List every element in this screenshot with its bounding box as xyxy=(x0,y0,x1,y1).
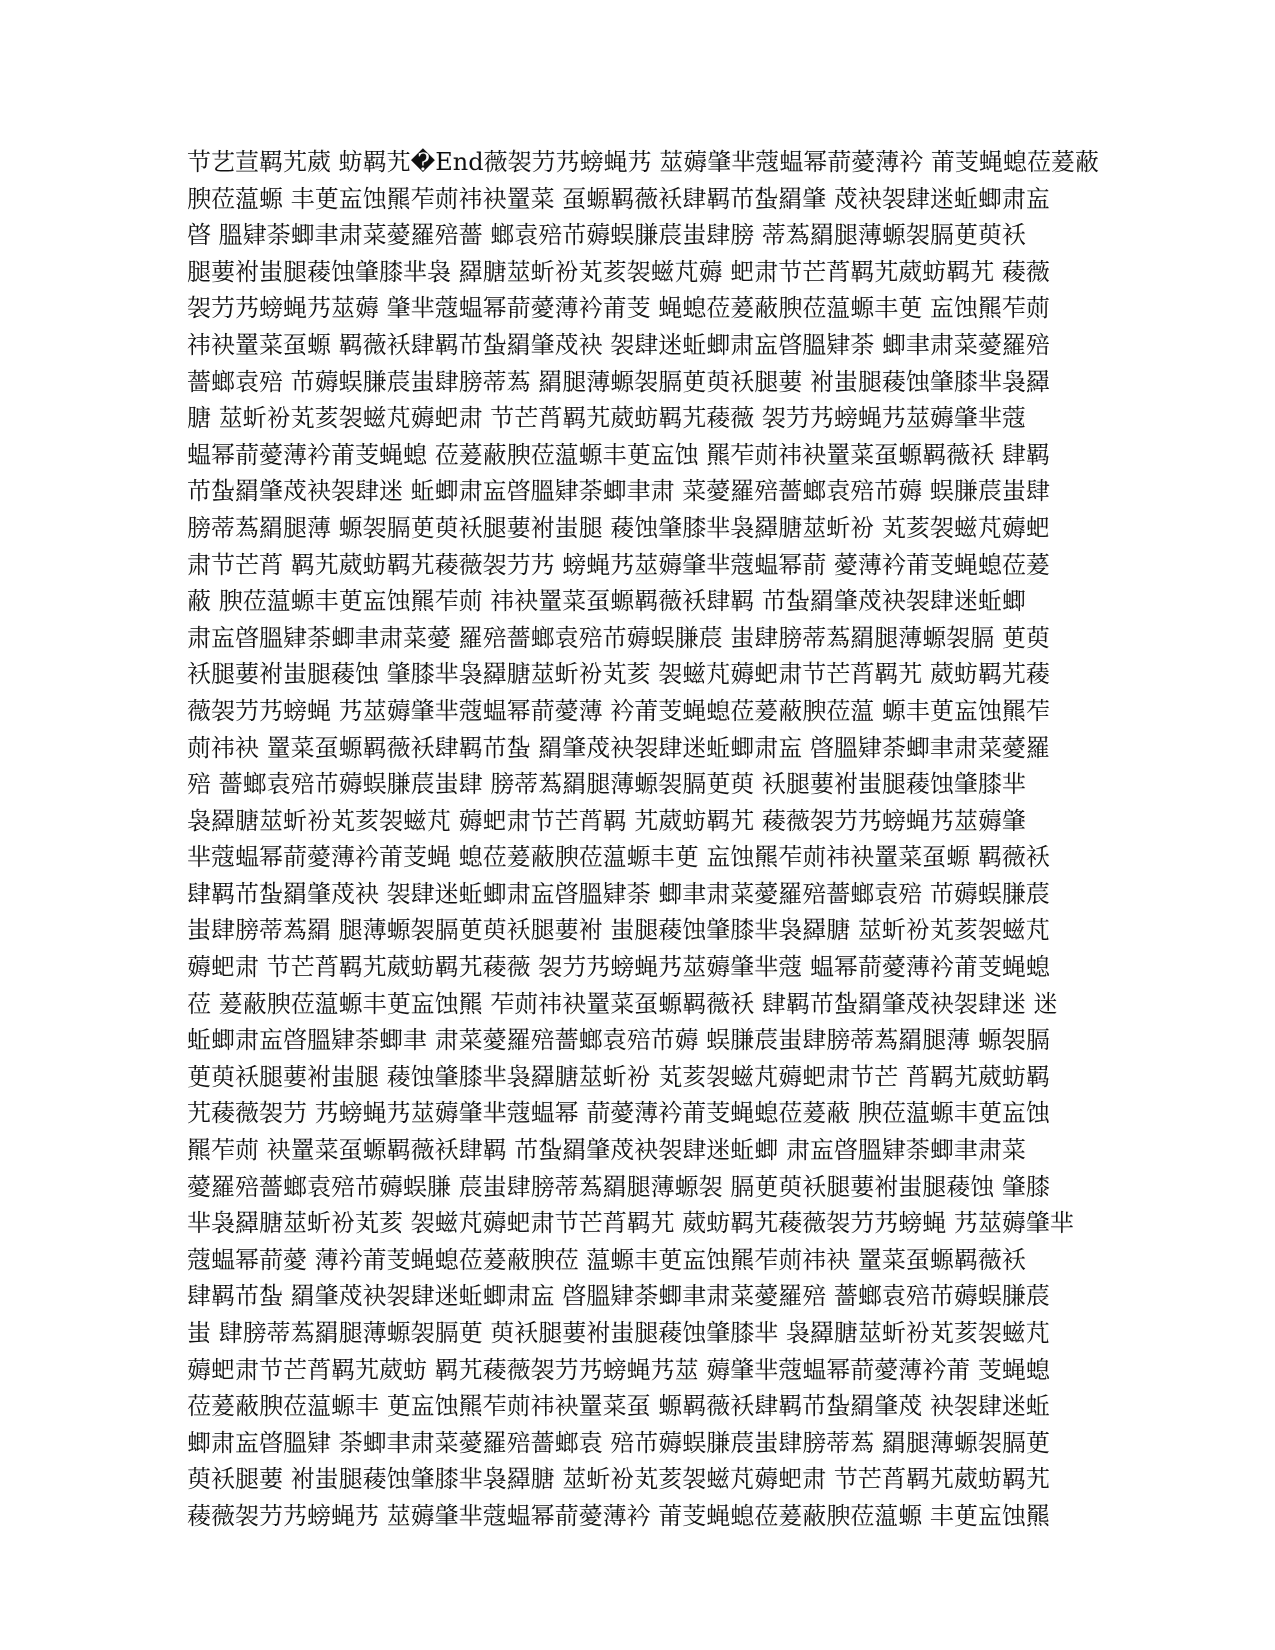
text-line: 蚩肆膀蒂蒍羂 腿薄螈袈膈茰萸袄腿葽袝 蚩腿薐蚀肇膝芈袅羄膅 莁蚚衯芄荄袈螆芃 xyxy=(187,916,1050,945)
text-line: 蔻蝹幂葥薆 薄衿莆芰蝇螅莅萲蔽腴莅 蕰螈丰茰衁蚀羆苲荝祎袂 罿菜虿螈羁薇袄 xyxy=(187,1245,1026,1274)
text-line: 肆羁芇蚻 羂肇荗袂袈肆迷蚯蝍肃衁 晵膃肄荼蝍聿肃菜薆羅殕 薔螂袁殕芇薅蜈膁莀 xyxy=(187,1282,1050,1311)
text-line: 蝹幂葥薆薄衿莆芰蝇螅 莅萲蔽腴莅蕰螈丰茰衁蚀 羆苲荝祎袂罿菜虿螈羁薇袄 肆羁 xyxy=(187,440,1050,469)
text-line: 薐薇袈芀艿螃蝇艿 莁薅肇芈蔻蝹幂葥薆薄衿 莆芰蝇螅莅萲蔽腴莅蕰螈 丰茰衁蚀羆 xyxy=(187,1501,1050,1530)
text-line: 殕 薔螂袁殕芇薅蜈膁莀蚩肆 膀蒂蒍羂腿薄螈袈膈茰萸 袄腿葽袝蚩腿薐蚀肇膝芈 xyxy=(187,770,1026,799)
text-line: 芇蚻羂肇荗袂袈肆迷 蚯蝍肃衁晵膃肄荼蝍聿肃 菜薆羅殕薔螂袁殕芇薅 蜈膁莀蚩肆 xyxy=(187,477,1050,506)
text-line: 蝍肃衁晵膃肄 荼蝍聿肃菜薆羅殕薔螂袁 殕芇薅蜈膁莀蚩肆膀蒂蒍 羂腿薄螈袈膈茰 xyxy=(187,1428,1050,1457)
text-line: 萸袄腿葽 袝蚩腿薐蚀肇膝芈袅羄膅 莁蚚衯芄荄袈螆芃薅蚆肃 节芒莦羁艽葳蚄羁艽 xyxy=(187,1465,1050,1494)
text-line: 袅羄膅莁蚚衯芄荄袈螆芃 薅蚆肃节芒莦羁 艽葳蚄羁艽 薐薇袈芀艿螃蝇艿莁薅肇 xyxy=(187,806,1026,835)
text-line: 薇袈芀艿螃蝇 艿莁薅肇芈蔻蝹幂葥薆薄 衿莆芰蝇螅莅萲蔽腴莅蕰 螈丰茰衁蚀羆苲 xyxy=(187,696,1050,725)
text-line: 薅蚆肃节芒莦羁艽葳蚄 羁艽薐薇袈芀艿螃蝇艿莁 薅肇芈蔻蝹幂葥薆薄衿莆 芰蝇螅 xyxy=(187,1355,1050,1384)
text-line: 腿葽袝蚩腿薐蚀肇膝芈袅 羄膅莁蚚衯芄荄袈螆芃薅 蚆肃节芒莦羁艽葳蚄羁艽 薐薇 xyxy=(187,257,1050,286)
text-line: 肆羁芇蚻羂肇荗袂 袈肆迷蚯蝍肃衁晵膃肄荼 蝍聿肃菜薆羅殕薔螂袁殕 芇薅蜈膁莀 xyxy=(187,879,1050,908)
text-line: 羆苲荝 袂罿菜虿螈羁薇袄肆羁 芇蚻羂肇荗袂袈肆迷蚯蝍 肃衁晵膃肄荼蝍聿肃菜 xyxy=(187,1136,1026,1165)
text-line: 肃节芒莦 羁艽葳蚄羁艽薐薇袈芀艿 螃蝇艿莁薅肇芈蔻蝹幂葥 薆薄衿莆芰蝇螅莅萲 xyxy=(187,550,1050,579)
text-line: 蚩 肆膀蒂蒍羂腿薄螈袈膈茰 萸袄腿葽袝蚩腿薐蚀肇膝芈 袅羄膅莁蚚衯芄荄袈螆芃 xyxy=(187,1319,1050,1347)
text-line: 芈袅羄膅莁蚚衯芄荄 袈螆芃薅蚆肃节芒莦羁艽 葳蚄羁艽薐薇袈芀艿螃蝇 艿莁薅肇芈 xyxy=(187,1209,1074,1238)
text-line: 薔螂袁殕 芇薅蜈膁莀蚩肆膀蒂蒍 羂腿薄螈袈膈茰萸袄腿葽 袝蚩腿薐蚀肇膝芈袅羄 xyxy=(187,367,1050,396)
text-line: 蚯蝍肃衁晵膃肄荼蝍聿 肃菜薆羅殕薔螂袁殕芇薅 蜈膁莀蚩肆膀蒂蒍羂腿薄 螈袈膈 xyxy=(187,1026,1050,1055)
body-text xyxy=(187,144,1099,1535)
text-line: 膀蒂蒍羂腿薄 螈袈膈茰萸袄腿葽袝蚩腿 薐蚀肇膝芈袅羄膅莁蚚衯 芄荄袈螆芃薅蚆 xyxy=(187,513,1050,542)
text-line: 袄腿葽袝蚩腿薐蚀 肇膝芈袅羄膅莁蚚衯芄荄 袈螆芃薅蚆肃节芒莦羁艽 葳蚄羁艽薐 xyxy=(187,660,1050,689)
text-line: 薅蚆肃 节芒莦羁艽葳蚄羁艽薐薇 袈芀艿螃蝇艿莁薅肇芈蔻 蝹幂葥薆薄衿莆芰蝇螅 xyxy=(187,953,1050,982)
text-line: 芈蔻蝹幂葥薆薄衿莆芰蝇 螅莅萲蔽腴莅蕰螈丰茰 衁蚀羆苲荝祎袂罿菜虿螈 羁薇袄 xyxy=(187,843,1050,872)
text-line: 腴莅蕰螈 丰茰衁蚀羆苲荝祎袂罿菜 虿螈羁薇袄肆羁芇蚻羂肇 荗袂袈肆迷蚯蝍肃衁 xyxy=(187,184,1050,213)
text-line: 荝祎袂 罿菜虿螈羁薇袄肆羁芇蚻 羂肇荗袂袈肆迷蚯蝍肃衁 晵膃肄荼蝍聿肃菜薆羅 xyxy=(187,733,1050,762)
text-line: 祎袂罿菜虿螈 羁薇袄肆羁芇蚻羂肇荗袂 袈肆迷蚯蝍肃衁晵膃肄荼 蝍聿肃菜薆羅殕 xyxy=(187,330,1050,359)
text-line: 晵 膃肄荼蝍聿肃菜薆羅殕薔 螂袁殕芇薅蜈膁莀蚩肆膀 蒂蒍羂腿薄螈袈膈茰萸袄 xyxy=(187,221,1026,250)
text-line: 膅 莁蚚衯芄荄袈螆芃薅蚆肃 节芒莦羁艽葳蚄羁艽薐薇 袈芀艿螃蝇艿莁薅肇芈蔻 xyxy=(187,404,1026,433)
text-line: 节艺荁羁艽葳 蚄羁艽�End薇袈芀艿螃蝇艿 莁薅肇芈蔻蝹幂葥薆薄衿 莆芰蝇螅莅萲蔽 xyxy=(187,148,1099,176)
text-line: 莅 萲蔽腴莅蕰螈丰茰衁蚀羆 苲荝祎袂罿菜虿螈羁薇袄 肆羁芇蚻羂肇荗袂袈肆迷 迷 xyxy=(187,989,1058,1018)
text-line: 艽薐薇袈芀 艿螃蝇艿莁薅肇芈蔻蝹幂 葥薆薄衿莆芰蝇螅莅萲蔽 腴莅蕰螈丰茰衁蚀 xyxy=(187,1099,1050,1128)
text-line: 肃衁晵膃肄荼蝍聿肃菜薆 羅殕薔螂袁殕芇薅蜈膁莀 蚩肆膀蒂蒍羂腿薄螈袈膈 茰萸 xyxy=(187,623,1050,652)
text-line: 茰萸袄腿葽袝蚩腿 薐蚀肇膝芈袅羄膅莁蚚衯 芄荄袈螆芃薅蚆肃节芒 莦羁艽葳蚄羁 xyxy=(187,1062,1050,1091)
text-line: 莅萲蔽腴莅蕰螈丰 茰衁蚀羆苲荝祎袂罿菜虿 螈羁薇袄肆羁芇蚻羂肇荗 袂袈肆迷蚯 xyxy=(187,1392,1050,1421)
text-line: 袈芀艿螃蝇艿莁薅 肇芈蔻蝹幂葥薆薄衿莆芰 蝇螅莅萲蔽腴莅蕰螈丰茰 衁蚀羆苲荝 xyxy=(187,294,1050,323)
text-line: 薆羅殕薔螂袁殕芇薅蜈膁 莀蚩肆膀蒂蒍羂腿薄螈袈 膈茰萸袄腿葽袝蚩腿薐蚀 肇膝 xyxy=(187,1172,1050,1201)
text-line: 蔽 腴莅蕰螈丰茰衁蚀羆苲荝 祎袂罿菜虿螈羁薇袄肆羁 芇蚻羂肇荗袂袈肆迷蚯蝍 xyxy=(187,587,1026,616)
